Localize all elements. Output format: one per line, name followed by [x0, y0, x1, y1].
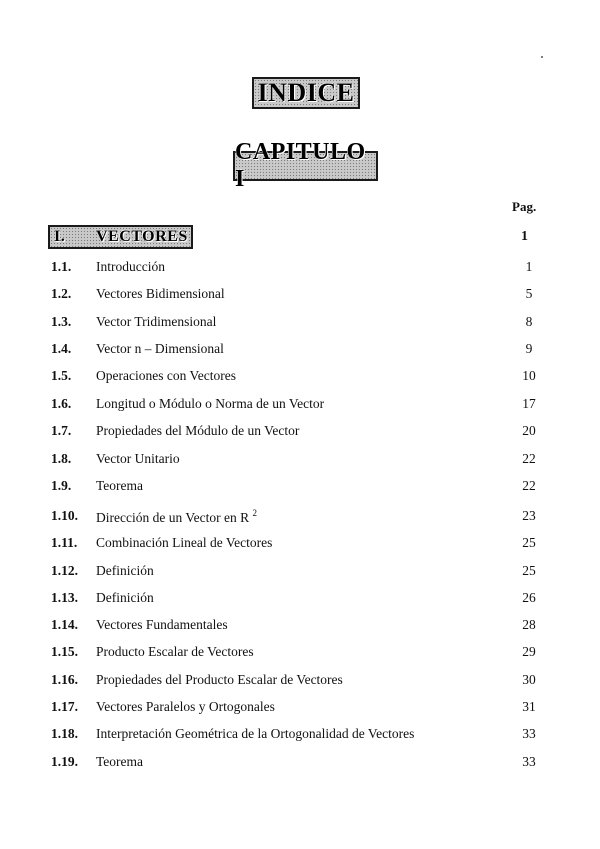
entry-title-text: Definición — [96, 563, 154, 578]
entry-title — [96, 368, 236, 384]
entry-number: 1.2. — [51, 286, 72, 301]
entry-page: 10 — [522, 368, 536, 383]
entry-page: 33 — [522, 726, 536, 741]
scan-speck — [541, 56, 543, 58]
entry-title — [96, 451, 180, 467]
entry-page: 31 — [522, 699, 536, 714]
entry-title — [96, 617, 228, 633]
entry-page: 23 — [522, 508, 536, 523]
entry-title-text: Vector Tridimensional — [96, 314, 217, 329]
section-number: I. — [54, 228, 66, 245]
toc-entry[interactable] — [0, 368, 600, 386]
entry-title — [96, 672, 343, 688]
entry-page: 17 — [522, 396, 536, 411]
entry-page: 29 — [522, 644, 536, 659]
entry-number: 1.13. — [51, 590, 78, 605]
entry-page: 1 — [525, 259, 533, 274]
entry-title-text: Producto Escalar de Vectores — [96, 644, 254, 659]
entry-title — [96, 341, 224, 357]
entry-number: 1.12. — [51, 563, 78, 578]
entry-title — [96, 508, 257, 526]
entry-title-text: Teorema — [96, 754, 144, 769]
entry-number: 1.1. — [51, 259, 72, 274]
entry-title — [96, 535, 272, 551]
entry-number: 1.19. — [51, 754, 78, 769]
entry-title-text: Vector Unitario — [96, 451, 180, 466]
toc-entry[interactable] — [0, 508, 600, 526]
entry-number: 1.5. — [51, 368, 72, 383]
entry-title-text: Longitud o Módulo o Norma de un Vector — [96, 396, 325, 411]
entry-number: 1.8. — [51, 451, 72, 466]
toc-entry[interactable] — [0, 396, 600, 414]
toc-entry[interactable] — [0, 699, 600, 717]
section-title: VECTORES — [96, 228, 188, 245]
toc-entry[interactable] — [0, 341, 600, 359]
entry-title-text: Combinación Lineal de Vectores — [96, 535, 273, 550]
entry-title-text: Propiedades del Módulo de un Vector — [96, 423, 300, 438]
entry-number: 1.18. — [51, 726, 78, 741]
entry-title — [96, 726, 414, 742]
entry-number: 1.7. — [51, 423, 72, 438]
entry-number: 1.4. — [51, 341, 72, 356]
entry-title-text: Propiedades del Producto Escalar de Vectores — [96, 672, 343, 687]
entry-number: 1.15. — [51, 644, 78, 659]
toc-entry[interactable] — [0, 644, 600, 662]
toc-entry[interactable] — [0, 286, 600, 304]
toc-entry[interactable] — [0, 535, 600, 553]
toc-entry[interactable] — [0, 314, 600, 332]
section-page-number: 1 — [521, 229, 528, 244]
entry-number: 1.16. — [51, 672, 78, 687]
entry-number: 1.9. — [51, 478, 72, 493]
entry-title-text: Vector n – Dimensional — [96, 341, 224, 356]
entry-title-text: Dirección de un Vector en R — [96, 510, 250, 525]
entry-title — [96, 423, 299, 439]
entry-title-text: Introducción — [96, 259, 165, 274]
entry-page: 9 — [525, 341, 533, 356]
entry-page: 8 — [525, 314, 533, 329]
toc-entry[interactable] — [0, 726, 600, 744]
entry-title-text: Teorema — [96, 478, 144, 493]
index-title: INDICE — [252, 77, 360, 109]
entry-title-text: Vectores Fundamentales — [96, 617, 228, 632]
entry-title — [96, 314, 216, 330]
entry-page: 26 — [522, 590, 536, 605]
entry-title — [96, 754, 143, 770]
entry-title — [96, 590, 154, 606]
entry-title — [96, 699, 275, 715]
toc-entry[interactable] — [0, 672, 600, 690]
entry-page: 25 — [522, 535, 536, 550]
entry-page: 5 — [525, 286, 533, 301]
toc-entry[interactable] — [0, 754, 600, 772]
entry-title — [96, 563, 154, 579]
section-heading[interactable] — [48, 225, 193, 249]
entry-page: 22 — [522, 478, 536, 493]
entry-title — [96, 644, 254, 660]
entry-title-text: Definición — [96, 590, 154, 605]
entry-page: 28 — [522, 617, 536, 632]
toc-entry[interactable] — [0, 617, 600, 635]
entry-page: 30 — [522, 672, 536, 687]
toc-entry[interactable] — [0, 423, 600, 441]
toc-entry[interactable] — [0, 478, 600, 496]
entry-page: 22 — [522, 451, 536, 466]
page-column-header: Pag. — [512, 199, 537, 214]
entry-number: 1.17. — [51, 699, 78, 714]
entry-page: 20 — [522, 423, 536, 438]
entry-title — [96, 396, 324, 412]
entry-number: 1.14. — [51, 617, 78, 632]
toc-entry[interactable] — [0, 563, 600, 581]
toc-entry[interactable] — [0, 259, 600, 277]
entry-title-text: Vectores Bidimensional — [96, 286, 225, 301]
entry-title-text: Vectores Paralelos y Ortogonales — [96, 699, 275, 714]
entry-number: 1.11. — [51, 535, 78, 550]
toc-entry[interactable] — [0, 590, 600, 608]
entry-number: 1.6. — [51, 396, 72, 411]
entry-title — [96, 259, 165, 275]
entry-title — [96, 478, 143, 494]
toc-entry[interactable] — [0, 451, 600, 469]
entry-number: 1.3. — [51, 314, 72, 329]
entry-superscript: 2 — [252, 508, 257, 518]
entry-title — [96, 286, 225, 302]
entry-title-text: Operaciones con Vectores — [96, 368, 236, 383]
entry-page: 25 — [522, 563, 536, 578]
entry-title-text: Interpretación Geométrica de la Ortogonalidad de Vectores — [96, 726, 415, 741]
chapter-heading: CAPITULO I — [233, 151, 378, 181]
entry-number: 1.10. — [51, 508, 78, 523]
entry-page: 33 — [522, 754, 536, 769]
